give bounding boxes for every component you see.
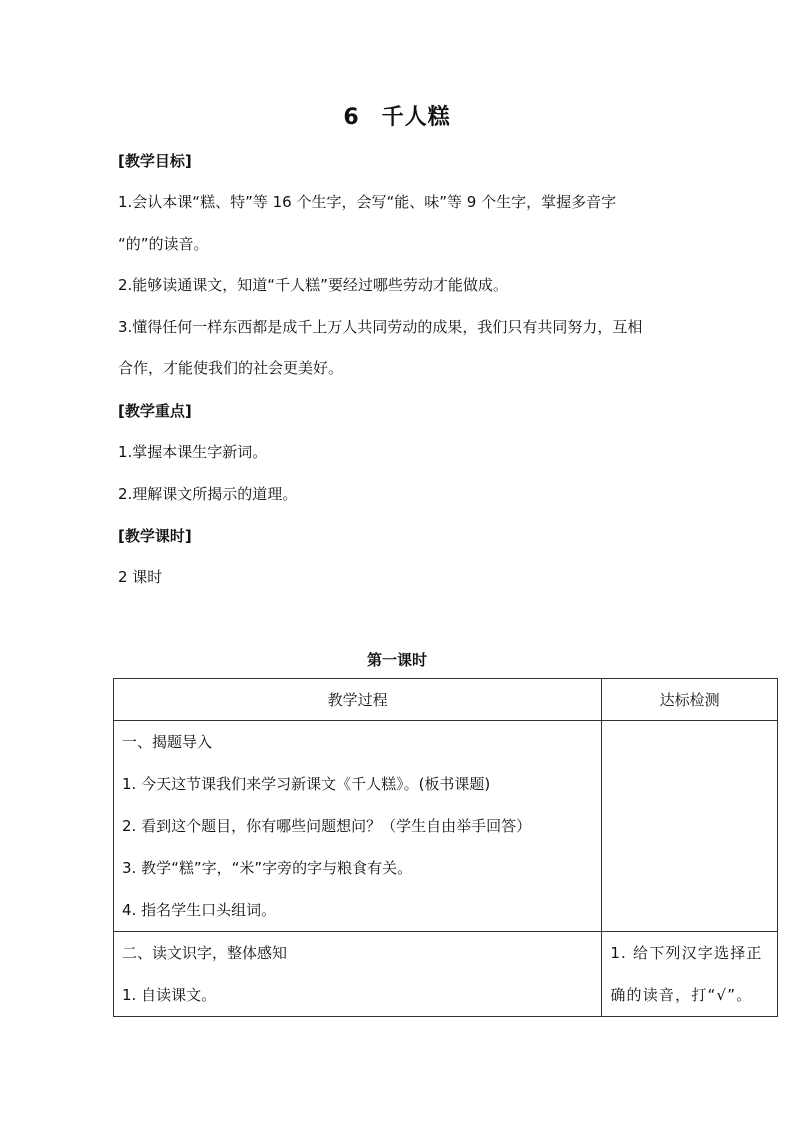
key-point-2: 2.理解课文所揭示的道理。 bbox=[118, 485, 298, 503]
section-2-line-1: 1. 自读课文。 bbox=[122, 986, 217, 1004]
objective-2: 2.能够读通课文，知道“千人糕”要经过哪些劳动才能做成。 bbox=[118, 276, 508, 294]
objective-1-line-2: “的”的读音。 bbox=[118, 235, 209, 253]
objectives-heading: [教学目标] bbox=[118, 152, 192, 170]
header-teaching-process: 教学过程 bbox=[114, 679, 602, 721]
key-points-heading: [教学重点] bbox=[118, 402, 192, 420]
section-2-check-line-2: 确的读音，打“√”。 bbox=[610, 986, 753, 1004]
class-hours-heading: [教学课时] bbox=[118, 527, 192, 545]
section-2-check-line-1: 1. 给下列汉字选择正 bbox=[610, 944, 763, 962]
table-row bbox=[114, 721, 778, 932]
section-2-process-cell bbox=[114, 932, 602, 1017]
section-1-process-cell bbox=[114, 721, 602, 932]
table-row bbox=[114, 932, 778, 1017]
section-2-check-cell bbox=[602, 932, 778, 1017]
section-1-line-3: 3. 教学“糕”字，“米”字旁的字与粮食有关。 bbox=[122, 859, 413, 877]
section-2-heading: 二、读文识字，整体感知 bbox=[122, 944, 288, 962]
lesson-number: 6 bbox=[343, 105, 360, 130]
objective-3-line-1: 3.懂得任何一样东西都是成千上万人共同劳动的成果，我们只有共同努力，互相 bbox=[118, 318, 643, 336]
section-1-check-cell bbox=[602, 721, 778, 932]
lesson-title bbox=[0, 100, 794, 131]
key-point-1: 1.掌握本课生字新词。 bbox=[118, 443, 268, 461]
class-hours-value: 2 课时 bbox=[118, 568, 163, 586]
first-period-title: 第一课时 bbox=[366, 651, 427, 669]
objective-3-line-2: 合作，才能使我们的社会更美好。 bbox=[118, 359, 344, 377]
section-1-heading: 一、揭题导入 bbox=[122, 733, 213, 751]
section-1-line-1: 1. 今天这节课我们来学习新课文《千人糕》。(板书课题) bbox=[122, 775, 491, 793]
section-1-line-4: 4. 指名学生口头组词。 bbox=[122, 901, 277, 919]
section-1-line-2: 2. 看到这个题目，你有哪些问题想问？（学生自由举手回答） bbox=[122, 817, 532, 835]
lesson-title-text: 千人糕 bbox=[381, 105, 451, 130]
table-header-row bbox=[114, 679, 778, 721]
objective-1-line-1: 1.会认本课“糕、特”等 16 个生字，会写“能、味”等 9 个生字，掌握多音字 bbox=[118, 193, 617, 211]
lesson-plan-table bbox=[113, 678, 778, 1017]
header-assessment: 达标检测 bbox=[602, 679, 778, 721]
